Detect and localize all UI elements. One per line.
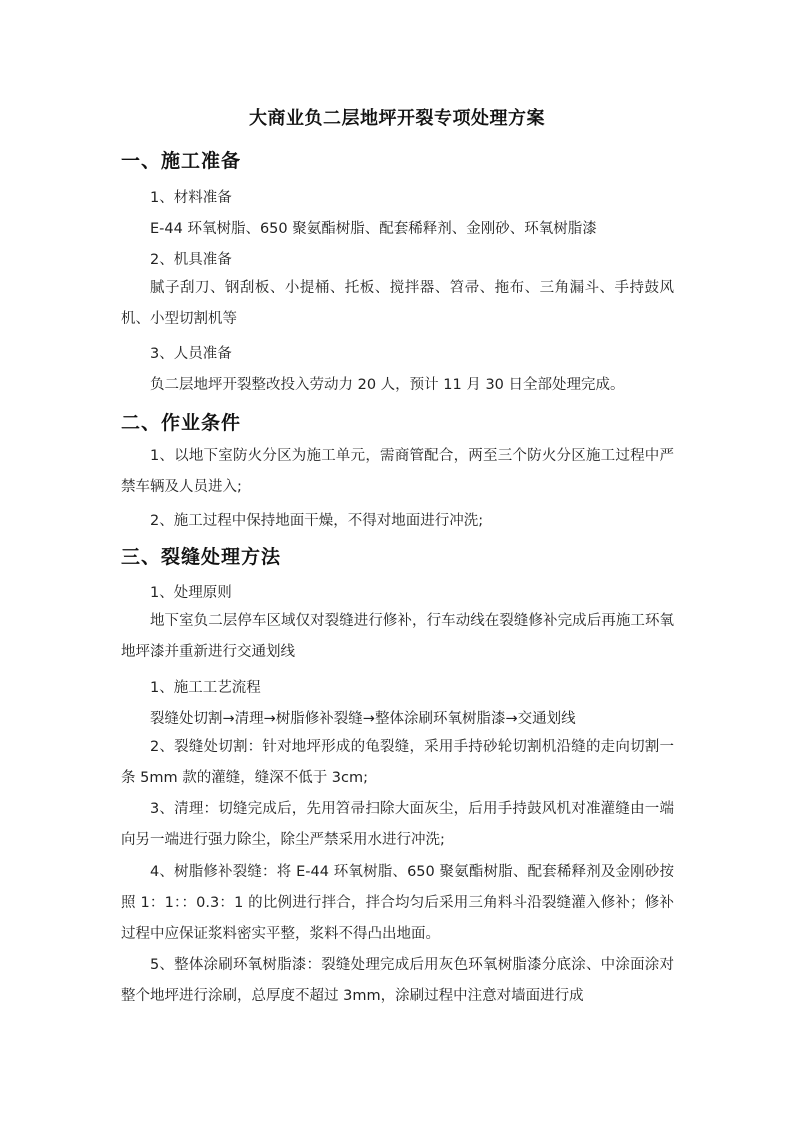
paragraph-condition-2: 2、施工过程中保持地面干燥，不得对地面进行冲洗; — [150, 513, 484, 529]
paragraph-tools: 腻子刮刀、钢刮板、小提桶、托板、搅拌器、笤帚、拖布、三角漏斗、手持鼓风机、小型切割机等 — [121, 280, 674, 327]
paragraph-resin-repair: 4、树脂修补裂缝：将 E-44 环氧树脂、650 聚氨酯树脂、配套稀释剂及金刚砂按照 1：1：：0.3：1 的比例进行拌合，拌合均匀后采用三角料斗沿裂缝灌入修补；修补过程中应保证浆料密实平整，浆料不得凸出地面。 — [121, 864, 674, 942]
paragraph-materials: E-44 环氧树脂、650 聚氨酯树脂、配套稀释剂、金刚砂、环氧树脂漆 — [150, 221, 597, 237]
subheading-materials: 1、材料准备 — [150, 190, 232, 206]
page-title: 大商业负二层地坪开裂专项处理方案 — [249, 108, 545, 129]
subheading-process-flow: 1、施工工艺流程 — [150, 680, 261, 696]
paragraph-principle: 地下室负二层停车区域仅对裂缝进行修补，行车动线在裂缝修补完成后再施工环氧地坪漆并重新进行交通划线 — [121, 613, 674, 660]
paragraph-process-flow: 裂缝处切割→清理→树脂修补裂缝→整体涂刷环氧树脂漆→交通划线 — [150, 711, 576, 727]
subheading-personnel: 3、人员准备 — [150, 346, 232, 362]
paragraph-epoxy-coating: 5、整体涂刷环氧树脂漆：裂缝处理完成后用灰色环氧树脂漆分底涂、中涂面涂对整个地坪进行涂刷，总厚度不超过 3mm，涂刷过程中注意对墙面进行成 — [121, 957, 674, 1004]
subheading-tools: 2、机具准备 — [150, 252, 232, 268]
section-heading-conditions: 二、作业条件 — [121, 412, 242, 434]
section-heading-crack-treatment: 三、裂缝处理方法 — [121, 546, 282, 568]
paragraph-personnel: 负二层地坪开裂整改投入劳动力 20 人，预计 11 月 30 日全部处理完成。 — [150, 377, 625, 393]
paragraph-condition-1: 1、以地下室防火分区为施工单元，需商管配合，两至三个防火分区施工过程中严禁车辆及人员进入; — [121, 448, 674, 495]
section-heading-preparation: 一、施工准备 — [121, 150, 242, 172]
subheading-principle: 1、处理原则 — [150, 585, 232, 601]
paragraph-cleaning: 3、清理：切缝完成后，先用笤帚扫除大面灰尘，后用手持鼓风机对准灌缝由一端向另一端进行强力除尘，除尘严禁采用水进行冲洗; — [121, 801, 674, 848]
paragraph-cutting: 2、裂缝处切割：针对地坪形成的龟裂缝，采用手持砂轮切割机沿缝的走向切割一条 5mm 款的灌缝，缝深不低于 3cm; — [121, 739, 674, 786]
